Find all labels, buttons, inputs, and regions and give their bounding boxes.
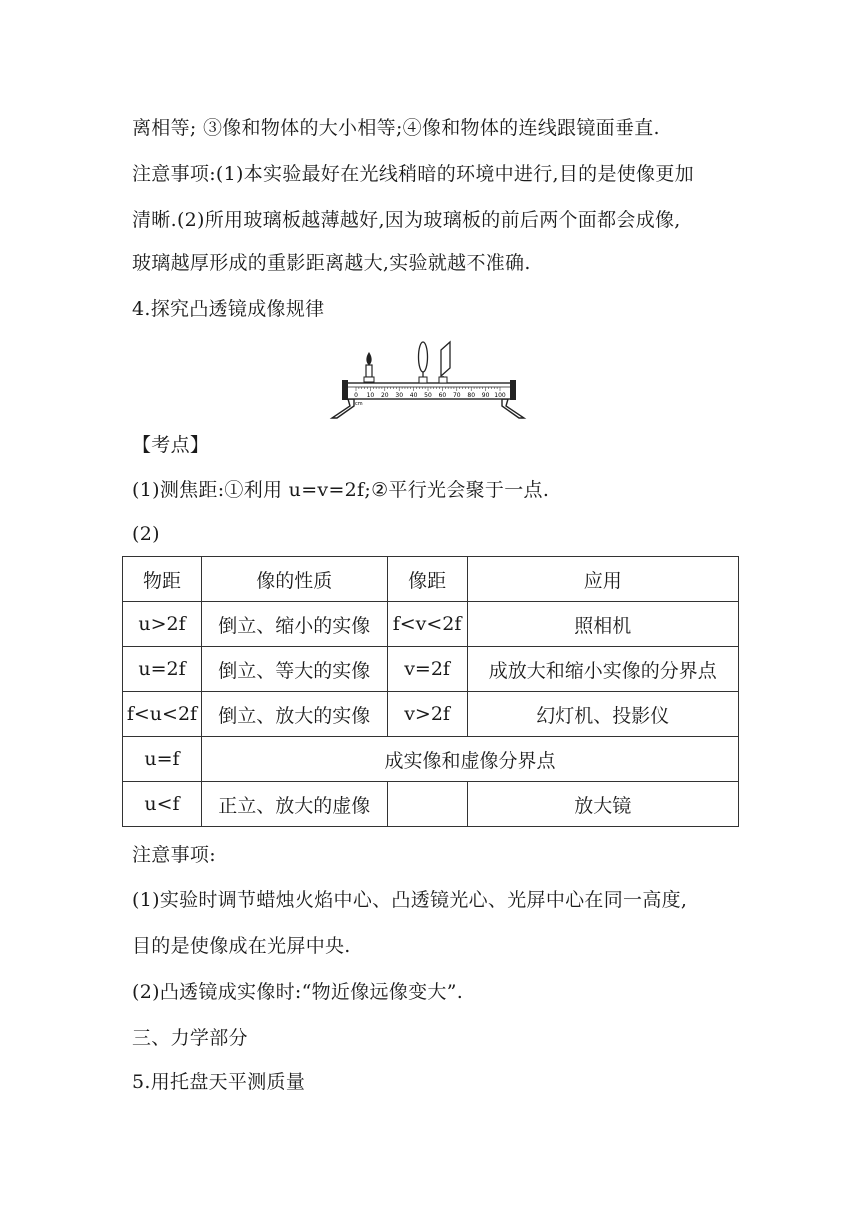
ruler-tick-label: 50 xyxy=(424,392,432,399)
ruler-tick-label: 100 xyxy=(494,392,506,399)
text-line-focal: (1)测焦距:①利用 u=v=2f;②平行光会聚于一点. xyxy=(132,479,550,501)
table-cell: u<f xyxy=(123,782,202,827)
optical-bench-figure xyxy=(328,338,528,422)
ruler-tick-label: 40 xyxy=(409,392,418,399)
text-line-1: 离相等; ③像和物体的大小相等;④像和物体的连线跟镜面垂直. xyxy=(132,117,660,139)
bench-right-post xyxy=(510,380,516,400)
table-cell: 成实像和虚像分界点 xyxy=(201,737,738,782)
bench-right-foot xyxy=(502,399,524,418)
table-row xyxy=(123,647,739,692)
lens-imaging-table xyxy=(122,556,739,827)
table-cell: 放大镜 xyxy=(467,782,738,827)
ruler-tick-label: 10 xyxy=(366,392,375,399)
candle-flame-icon xyxy=(366,352,371,365)
table-cell: 倒立、缩小的实像 xyxy=(201,602,387,647)
table-cell: 倒立、放大的实像 xyxy=(201,692,387,737)
text-line-note-1b: 目的是使像成在光屏中央. xyxy=(132,935,351,957)
ruler-tick-label: 60 xyxy=(438,392,447,399)
ruler-tick-label: 20 xyxy=(380,392,389,399)
table-row xyxy=(123,692,739,737)
table-cell: 正立、放大的虚像 xyxy=(201,782,387,827)
table-cell xyxy=(387,782,467,827)
text-line-note-2: (2)凸透镜成实像时:“物近像远像变大”. xyxy=(132,981,464,1003)
notes-heading: 注意事项: xyxy=(132,844,216,866)
ruler-tick-label: 90 xyxy=(481,392,490,399)
table-header-row xyxy=(123,557,739,602)
ruler-unit: cm xyxy=(355,401,363,407)
table-cell: v>2f xyxy=(387,692,467,737)
bench-left-post xyxy=(342,380,348,400)
table-cell: 幻灯机、投影仪 xyxy=(467,692,738,737)
bench-left-foot xyxy=(332,399,354,418)
table-cell: v=2f xyxy=(387,647,467,692)
header-object-distance: 物距 xyxy=(123,557,202,602)
table-cell: 成放大和缩小实像的分界点 xyxy=(467,647,738,692)
section-heading-balance: 5.用托盘天平测质量 xyxy=(132,1071,306,1093)
convex-lens-icon xyxy=(419,342,428,372)
table-cell: f<v<2f xyxy=(387,602,467,647)
text-line-3: 清晰.(2)所用玻璃板越薄越好,因为玻璃板的前后两个面都会成像, xyxy=(132,209,681,231)
table-cell: f<u<2f xyxy=(123,692,202,737)
table-cell: u=2f xyxy=(123,647,202,692)
light-screen-icon xyxy=(441,342,450,376)
ruler-tick-label: 80 xyxy=(467,392,476,399)
table-row xyxy=(123,602,739,647)
ruler-tick-label: 30 xyxy=(395,392,404,399)
header-image-nature: 像的性质 xyxy=(201,557,387,602)
table-row xyxy=(123,737,739,782)
candle-icon xyxy=(366,365,372,377)
text-line-table-label: (2) xyxy=(132,523,160,545)
header-image-distance: 像距 xyxy=(387,557,467,602)
table-cell: 照相机 xyxy=(467,602,738,647)
ruler-tick-label: 0 xyxy=(354,392,358,399)
section-heading-mechanics: 三、力学部分 xyxy=(132,1027,248,1049)
header-application: 应用 xyxy=(467,557,738,602)
table-row xyxy=(123,782,739,827)
text-line-2: 注意事项:(1)本实验最好在光线稍暗的环境中进行,目的是使像更加 xyxy=(132,163,694,185)
table-cell: u=f xyxy=(123,737,202,782)
section-heading-lens: 4.探究凸透镜成像规律 xyxy=(132,298,325,320)
ruler-tick-label: 70 xyxy=(452,392,461,399)
text-line-note-1a: (1)实验时调节蜡烛火焰中心、凸透镜光心、光屏中心在同一高度, xyxy=(132,889,688,911)
table-cell: 倒立、等大的实像 xyxy=(201,647,387,692)
table-cell: u>2f xyxy=(123,602,202,647)
kaodian-heading: 【考点】 xyxy=(132,434,210,456)
text-line-4: 玻璃越厚形成的重影距离越大,实验就越不准确. xyxy=(132,252,531,274)
